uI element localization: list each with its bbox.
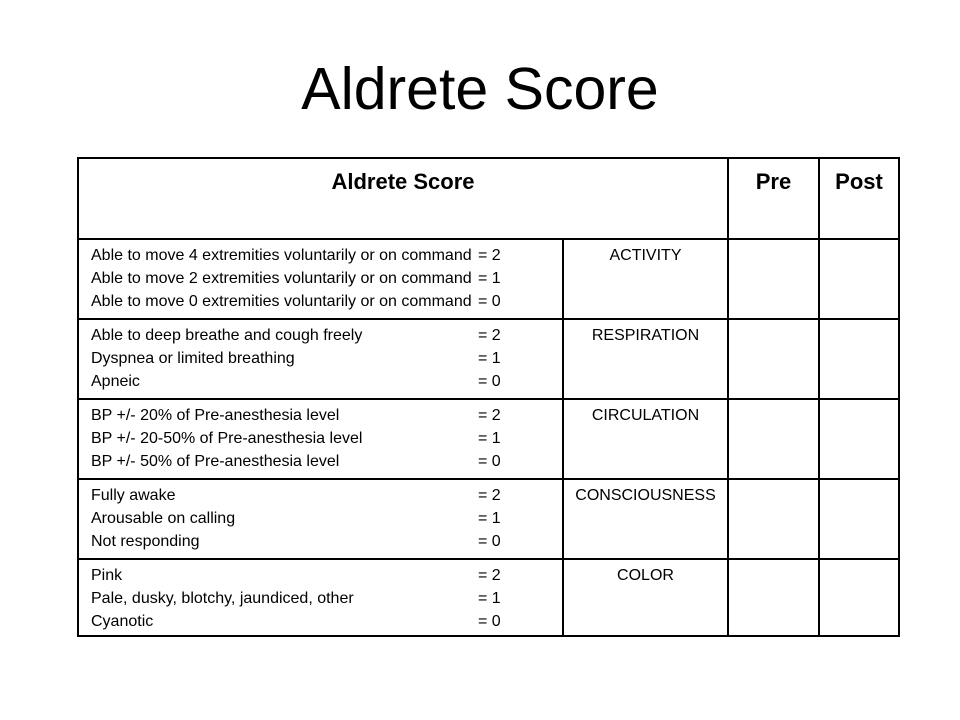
criteria-cell [78, 239, 563, 319]
criteria-line [91, 244, 562, 267]
score-row-consciousness [78, 479, 899, 559]
criteria-cell [78, 559, 563, 636]
criteria-score: = 1 [478, 510, 501, 527]
criteria-line [91, 347, 562, 370]
category-cell: CONSCIOUSNESS [563, 479, 728, 559]
criteria-line [91, 290, 562, 313]
header-post: Post [819, 158, 899, 239]
criteria-text: Cyanotic [91, 613, 154, 630]
category-cell: RESPIRATION [563, 319, 728, 399]
criteria-cell [78, 319, 563, 399]
criteria-cell [78, 399, 563, 479]
score-row-activity [78, 239, 899, 319]
criteria-line [91, 530, 562, 553]
pre-score-cell [728, 479, 819, 559]
criteria-score: = 1 [478, 590, 501, 607]
criteria-text: Able to move 2 extremities voluntarily or on command [91, 270, 472, 287]
post-score-cell [819, 319, 899, 399]
criteria-text: Apneic [91, 373, 140, 390]
criteria-score: = 2 [478, 567, 501, 584]
criteria-score: = 0 [478, 293, 501, 310]
criteria-text: Pink [91, 567, 123, 584]
criteria-text: BP +/- 50% of Pre-anesthesia level [91, 453, 340, 470]
header-pre: Pre [728, 158, 819, 239]
criteria-line [91, 370, 562, 393]
pre-score-cell [728, 319, 819, 399]
criteria-text: Able to deep breathe and cough freely [91, 327, 363, 344]
criteria-score: = 0 [478, 613, 501, 630]
post-score-cell [819, 239, 899, 319]
criteria-score: = 2 [478, 487, 501, 504]
criteria-score: = 2 [478, 247, 501, 264]
criteria-line [91, 564, 562, 587]
pre-score-cell [728, 239, 819, 319]
post-score-cell [819, 559, 899, 636]
criteria-text: Fully awake [91, 487, 176, 504]
criteria-line [91, 587, 562, 610]
criteria-score: = 2 [478, 407, 501, 424]
criteria-score: = 2 [478, 327, 501, 344]
post-score-cell [819, 399, 899, 479]
criteria-line [91, 507, 562, 530]
post-score-cell [819, 479, 899, 559]
criteria-line [91, 324, 562, 347]
criteria-text: BP +/- 20% of Pre-anesthesia level [91, 407, 340, 424]
criteria-text: BP +/- 20-50% of Pre-anesthesia level [91, 430, 363, 447]
score-row-respiration [78, 319, 899, 399]
criteria-line [91, 610, 562, 633]
criteria-text: Arousable on calling [91, 510, 236, 527]
criteria-cell [78, 479, 563, 559]
criteria-text: Pale, dusky, blotchy, jaundiced, other [91, 590, 354, 607]
criteria-score: = 0 [478, 453, 501, 470]
criteria-score: = 0 [478, 373, 501, 390]
aldrete-score-table [77, 157, 900, 637]
criteria-text: Able to move 0 extremities voluntarily or on command [91, 293, 472, 310]
criteria-line [91, 427, 562, 450]
criteria-score: = 0 [478, 533, 501, 550]
criteria-score: = 1 [478, 430, 501, 447]
category-cell: CIRCULATION [563, 399, 728, 479]
criteria-text: Not responding [91, 533, 200, 550]
pre-score-cell [728, 559, 819, 636]
criteria-score: = 1 [478, 350, 501, 367]
score-row-color [78, 559, 899, 636]
pre-score-cell [728, 399, 819, 479]
category-cell: ACTIVITY [563, 239, 728, 319]
criteria-text: Able to move 4 extremities voluntarily or on command [91, 247, 472, 264]
slide-title: Aldrete Score [301, 56, 659, 122]
criteria-score: = 1 [478, 270, 501, 287]
criteria-text: Dyspnea or limited breathing [91, 350, 295, 367]
table-header-row [78, 158, 899, 239]
criteria-line [91, 450, 562, 473]
header-aldrete-score: Aldrete Score [78, 158, 728, 239]
criteria-line [91, 267, 562, 290]
criteria-line [91, 404, 562, 427]
criteria-line [91, 484, 562, 507]
category-cell: COLOR [563, 559, 728, 636]
score-row-circulation [78, 399, 899, 479]
